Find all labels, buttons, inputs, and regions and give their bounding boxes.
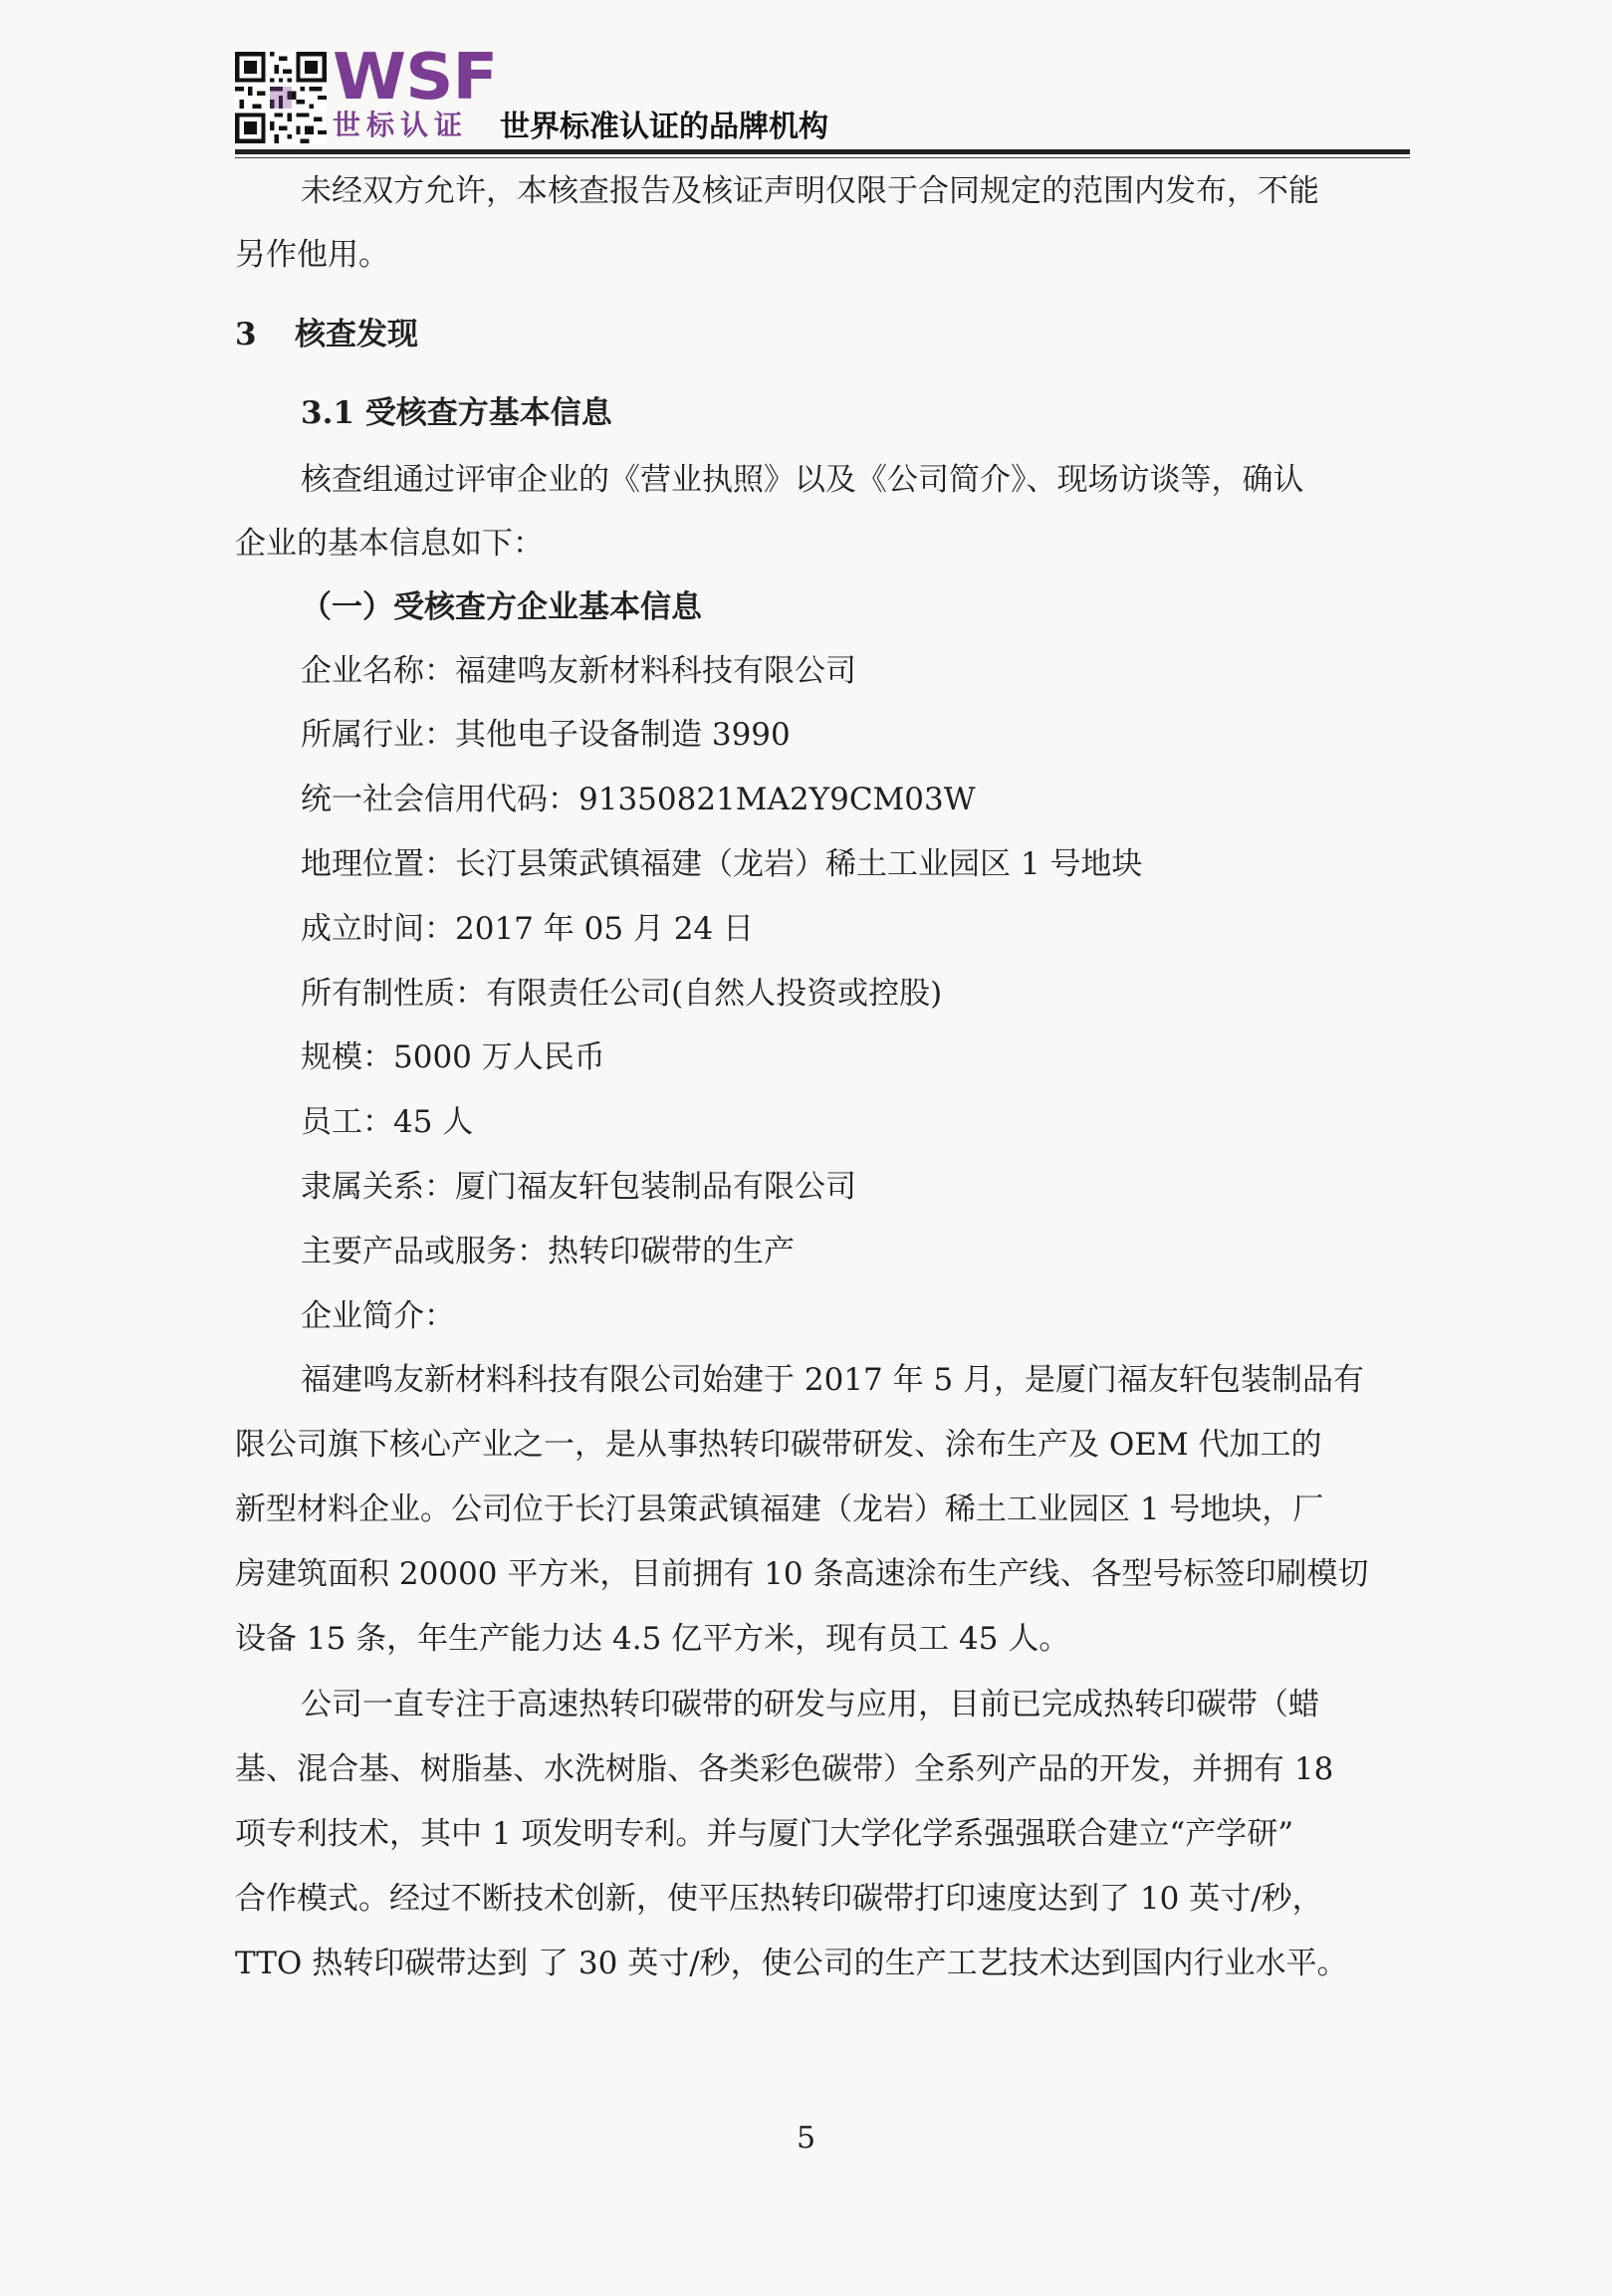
info-founded: 成立时间：2017 年 05 月 24 日 (301, 911, 755, 947)
company-logo (333, 41, 502, 147)
profile-p1-line-5: 设备 15 条，年生产能力达 4.5 亿平方米，现有员工 45 人。 (235, 1621, 1070, 1657)
info-ownership: 所有制性质：有限责任公司(自然人投资或控股) (301, 976, 943, 1012)
info-affiliation: 隶属关系：厦门福友轩包装制品有限公司 (301, 1169, 856, 1205)
qr-code-icon (235, 52, 327, 143)
header-tagline: 世界标准认证的品牌机构 (500, 110, 828, 144)
profile-p1-line-1: 福建鸣友新材料科技有限公司始建于 2017 年 5 月，是厦门福友轩包装制品有 (301, 1362, 1365, 1398)
info-location: 地理位置：长汀县策武镇福建（龙岩）稀土工业园区 1 号地块 (301, 846, 1143, 882)
intro-line-1: 未经双方允许，本核查报告及核证声明仅限于合同规定的范围内发布，不能 (301, 173, 1319, 209)
basis-line-1: 核查组通过评审企业的《营业执照》以及《公司简介》、现场访谈等，确认 (301, 462, 1304, 498)
intro-line-2: 另作他用。 (235, 237, 389, 273)
info-scale: 规模：5000 万人民币 (301, 1039, 605, 1075)
section-number: 3 (235, 317, 257, 352)
logo-subtitle: 世标认证 (333, 109, 469, 141)
profile-p1-line-4: 房建筑面积 20000 平方米，目前拥有 10 条高速涂布生产线、各型号标签印刷模切 (235, 1556, 1369, 1592)
profile-p2-line-4: 合作模式。经过不断技术创新，使平压热转印碳带打印速度达到了 10 英寸/秒， (235, 1881, 1323, 1917)
profile-p2-line-3: 项专利技术，其中 1 项发明专利。并与厦门大学化学系强强联合建立“产学研” (235, 1816, 1294, 1852)
profile-p1-line-3: 新型材料企业。公司位于长汀县策武镇福建（龙岩）稀土工业园区 1 号地块，厂 (235, 1492, 1324, 1527)
page-header (235, 41, 1410, 149)
profile-p2-line-2: 基、混合基、树脂基、水洗树脂、各类彩色碳带）全系列产品的开发，并拥有 18 (235, 1751, 1334, 1787)
info-heading: （一）受核查方企业基本信息 (301, 589, 702, 625)
subsection-heading: 3.1 受核查方基本信息 (301, 395, 612, 431)
page-number: 5 (796, 2121, 816, 2156)
info-products: 主要产品或服务：热转印碳带的生产 (301, 1234, 795, 1269)
profile-p1-line-2: 限公司旗下核心产业之一，是从事热转印碳带研发、涂布生产及 OEM 代加工的 (235, 1427, 1322, 1463)
section-title: 核查发现 (295, 317, 418, 352)
header-divider (235, 149, 1410, 154)
logo-text: WSF (333, 41, 498, 115)
basis-line-2: 企业的基本信息如下： (235, 526, 544, 562)
info-employees: 员工：45 人 (301, 1104, 474, 1140)
info-company-name: 企业名称：福建鸣友新材料科技有限公司 (301, 653, 856, 689)
header-divider-thin (235, 157, 1410, 158)
info-credit-code: 统一社会信用代码：91350821MA2Y9CM03W (301, 782, 976, 817)
info-industry: 所属行业：其他电子设备制造 3990 (301, 717, 791, 753)
profile-p2-line-5: TTO 热转印碳带达到 了 30 英寸/秒，使公司的生产工艺技术达到国内行业水平。 (235, 1946, 1348, 1981)
info-profile-label: 企业简介： (301, 1298, 455, 1334)
profile-p2-line-1: 公司一直专注于高速热转印碳带的研发与应用，目前已完成热转印碳带（蜡 (301, 1687, 1319, 1722)
